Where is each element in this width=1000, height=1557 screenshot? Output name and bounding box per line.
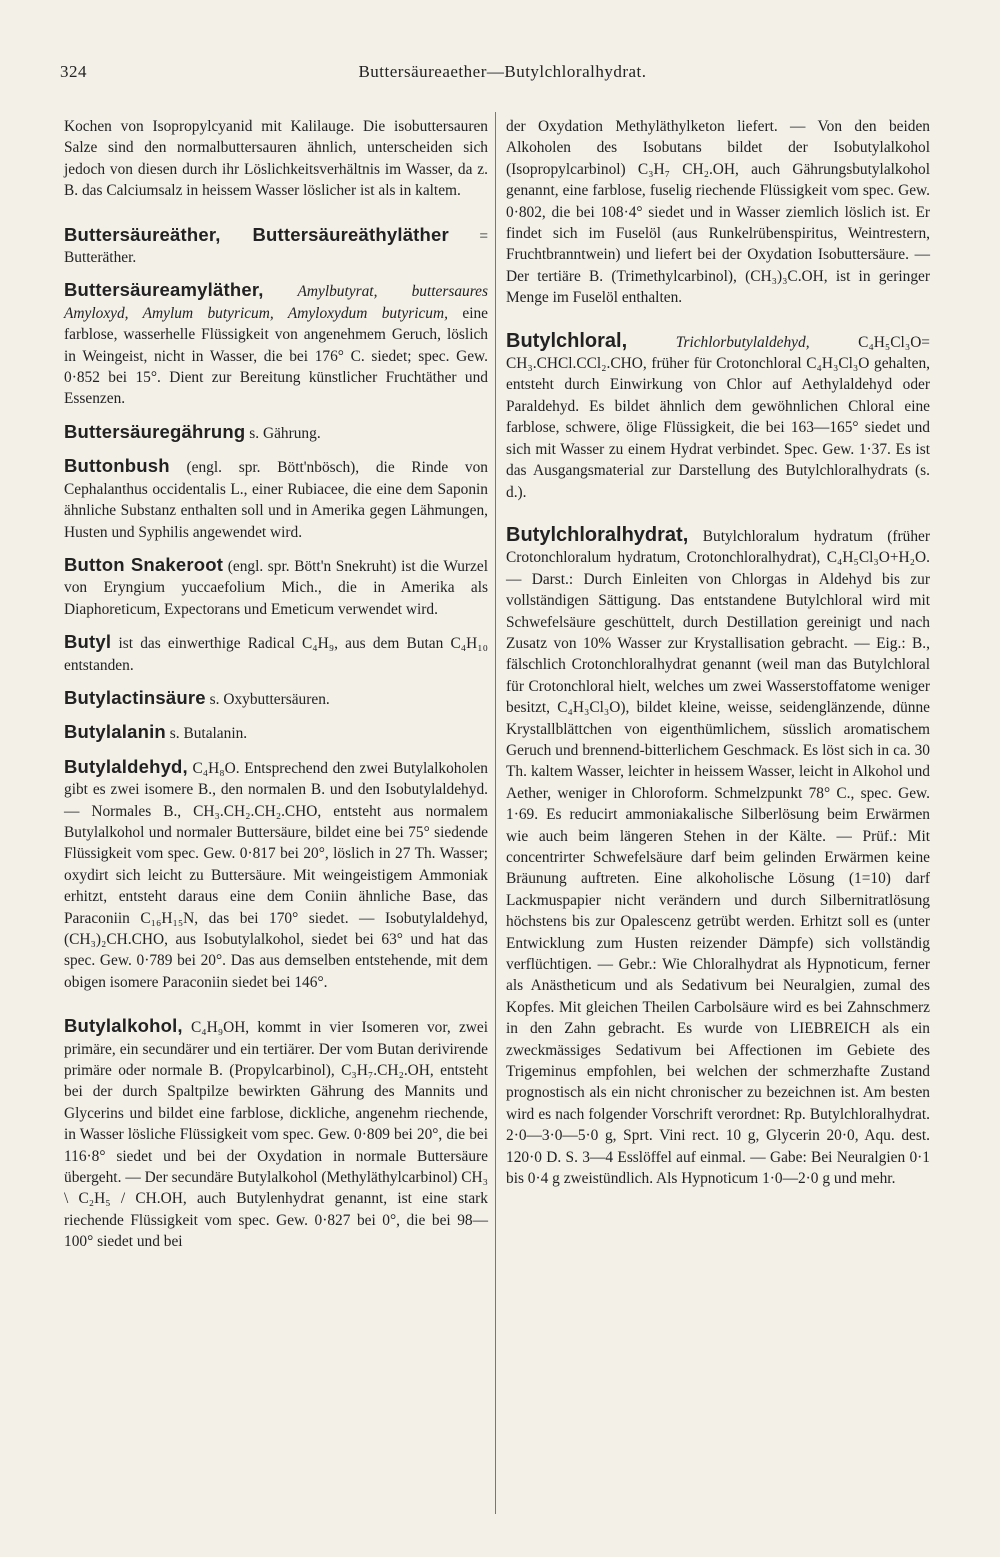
entry-butyl [64,631,488,676]
entry-text: C₄H₈O. Entsprechend den zwei Butylalkoholen gibt es zwei isomere B., den normalen B. und den Isobutylaldehyd. — Normales B., CH₃.CH₂.CH₂.CHO, entsteht aus normalem Butylalkohol und normaler Buttersäure, bildet eine bei 75° siedende Flüssigkeit vom spec. Gew. 0·817 bei 20°, löslich in 27 Th. Wasser; oxydirt sich leicht zu Buttersäure. Mit weingeistigem Ammoniak erhitzt, entsteht daraus eine dem Coniin ähnliche Base, das Paraconiin C₁₆H₁₅N, das bei 170° siedet. — Isobutylaldehyd, (CH₃)₂CH.CHO, aus Isobutylalkohol, siedet bei 63° und hat das spec. Gew. 0·789 bei 20°. Das aus demselben entstehende, mit dem obigen isomere Paraconiin siedet bei 146°. [64,759,488,991]
entry-butylalkohol [64,1015,488,1252]
entry-butylalanin [64,721,488,744]
right-column [506,116,930,1190]
entry-headword: Buttersäureäther, Buttersäureäthyläther [64,223,449,245]
entry-text: C₄H₉OH, kommt in vier Isomeren vor, zwei primäre, ein secundärer und ein tertiärer. Der vom Butan derivirende primäre oder normale B. (Propylcarbinol), C₃H₇.CH₂.OH, entsteht bei der durch Spaltpilze bewirkten Gährung des Mannits und Glycerins und bildet eine farblose, dickliche, angenehm riechende, in Wasser lösliche Flüssigkeit vom spec. Gew. 0·809 bei 20°, die bei 116·8° siedet und bei der Oxydation in normale Buttersäure übergeht. — Der secundäre Butylalkohol (Methyläthylcarbinol) CH₃ \ C₂H₅ / CH.OH, auch Butylenhydrat genannt, ist eine stark riechende Flüssigkeit vom spec. Gew. 0·827 bei 0°, die bei 98—100° siedet und bei [64,1019,488,1251]
entry-headword: Butylalkohol, [64,1015,183,1037]
continuation-paragraph: der Oxydation Methyläthylketon liefert. — Von den beiden Alkoholen des Isobutans bildet der Isobutylalkohol (Isopropylcarbinol) C₃H₇ CH₂.OH, auch Gährungsbutylalkohol genannt, eine farblose, fuselig riechende Flüssigkeit vom spec. Gew. 0·802, die bei 108·4° siedet und in Wasser ziemlich löslich ist. Er findet sich im Fuselöl (aus Runkelrübenspiritus, Weintrestern, Fruchtbranntwein) und liefert bei der Oxydation Isobuttersäure. — Der tertiäre B. (Trimethylcarbinol), (CH₃)₃C.OH, ist in geringer Menge im Fuselöl enthalten. [506,118,930,307]
entry-synonyms: Amylbutyrat, buttersaures Amyloxyd, Amylum butyricum, Amyloxydum butyricum, [64,283,488,322]
entry-text: (engl. spr. Bött'nbösch), die Rinde von Cephalanthus occidentalis L., einer Rubiacee, die eine dem Saponin ähnliche Substanz enthalten soll und in Amerika gegen Lähmungen, Husten und Syphilis angewendet wird. [64,459,488,541]
entry-butylchloral [506,331,930,503]
entry-text: (engl. spr. Bött'n Snekruht) ist die Wurzel von Eryngium yuccaefolium Mich., die in Amerika als Diaphoreticum, Expectorans und Emeticum verwendet wird. [64,557,488,618]
entry-buttersaeureamylaether [64,279,488,409]
entry-text: s. Gährung. [245,424,321,442]
entry-buttersaeuregaehrung [64,421,488,444]
entry-headword: Button Snakeroot [64,553,224,575]
continuation-paragraph: Kochen von Isopropylcyanid mit Kalilauge. Die isobuttersauren Salze sind den normalbuttersauren ähnlich, unterscheiden sich jedoch von diesen durch ihr Löslichkeitsverhältnis im Wasser, da z. B. das Calciumsalz in heissem Wasser löslicher ist als in kaltem. [64,118,488,200]
entry-buttersaeureaether [64,224,488,269]
entry-text: Butylchloralum hydratum (früher Crotonchloralum hydratum, Crotonchloralhydrat), C₄H₅Cl₃O+H₂O. — Darst.: Durch Einleiten von Chlorgas in Aldehyd bis zur vollständigen Sättigung. Das entstandene Butylchloral wird mit Schwefelsäure geschüttelt, durch Destillation gereinigt und nach Zusatz von 10% Wasser zur Krystallisation gebracht. — Eig.: B., fälschlich Crotonchloralhydrat genannt (weil man das Butylchloral für Crotonchloral hielt, welches um zwei Wasserstoffatome weniger besitzt, C₄H₃Cl₃O), bildet kleine, weisse, seidenglänzende, dünne Krystallblättchen von eigenthümlichem, süsslich aromatischem Geruch und brennend-bitterlichem Geschmack. Es löst sich in ca. 30 Th. kaltem Wasser, leichter in heissem Wasser, leicht in Alkohol und Aether, weniger in Chloroform. Schmelzpunkt 78° C., spec. Gew. 1·69. Es reducirt ammoniakalische Silberlösung beim Erwärmen wie auch beim längeren Stehen in der Kälte. — Prüf.: Mit concentrirter Schwefelsäure darf beim gelinden Erwärmen keine Bräunung auftreten. Eine alkoholische Lösung (1=10) darf Lackmuspapier nicht verändern und durch Silbernitratlösung höchstens bis zur Opalescenz getrübt werden. Erhitzt soll es (unter Entwicklung zum Husten reizender Dämpfe) sich vollständig verflüchtigen. — Gebr.: Wie Chloralhydrat als Hypnoticum, ferner als Anästheticum und als Sedativum bei Neuralgien, zumal des Kopfes. Mit gleichen Theilen Carbolsäure wird es bei Zahnschmerz in den Zahn gebracht. Es wurde von LIEBREICH als ein zweckmässiges Sedativum bei Affectionen im Gebiete des Trigeminus empfohlen, bei welchen der schmerzhafte Zustand prognostisch als ein nicht chronischer zu bezeichnen ist. Am besten wird es nach folgender Vorschrift verordnet: Rp. Butylchloralhydrat. 2·0—3·0—5·0 g, Sprt. Vini rect. 10 g, Glycerin 20·0, Aqu. dest. 120·0 D. S. 3—4 Esslöffel auf einmal. — Gabe: Bei Neuralgien 0·1 bis 0·4 g zweistündlich. Als Hypnoticum 1·0—2·0 g und mehr. [506,527,930,1188]
entry-text: s. Oxybuttersäuren. [205,690,330,708]
entry-headword: Butylactinsäure [64,686,206,708]
entry-text: = Butteräther. [64,227,489,267]
entry-text: C₄H₅Cl₃O= CH₃.CHCl.CCl₂.CHO, früher für Crotonchloral C₄H₃Cl₃O gehalten, entsteht durch Einwirkung von Chlor auf Aethylaldehyd oder Paraldehyd. Es bildet ähnlich dem gewöhnlichen Chloral eine farblose, schwere, ölige Flüssigkeit, die bei 163—165° siedet und sich mit Wasser zu einem Hydrat verbindet. Spec. Gew. 1·37. Es ist das Ausgangsmaterial zur Darstellung des Butylchloralhydrats (s. d.). [506,333,930,501]
entry-headword: Butyl [64,631,112,653]
entry-buttonbush [64,455,488,543]
entry-butylchloralhydrat [506,525,930,1190]
entry-headword: Butylchloral, [506,329,628,352]
entry-butylaldehyd [64,756,488,993]
left-column [64,116,488,1253]
entry-headword: Buttersäureamyläther, [64,279,264,301]
running-title: Buttersäureaether—Butylchloralhydrat. [358,62,647,81]
entry-text: s. Butalanin. [165,725,248,743]
entry-headword: Buttonbush [64,455,170,477]
entry-synonym: Trichlorbutylaldehyd, [627,333,810,351]
entry-headword: Buttersäuregährung [64,420,246,442]
page-number: 324 [60,62,87,81]
entry-headword: Butylchloralhydrat, [506,523,689,546]
entry-headword: Butylalanin [64,721,166,743]
page-header [60,62,945,86]
entry-button-snakeroot [64,554,488,620]
entry-butylactinsaeure [64,687,488,710]
entry-text: eine farblose, wasserhelle Flüssigkeit von angenehmem Geruch, löslich in Weingeist, nicht in Wasser, die bei 176° C. siedet; spec. Gew. 0·852 bei 15°. Dient zur Bereitung künstlicher Fruchtäther und Essenzen. [64,304,488,408]
column-divider [495,112,496,1514]
entry-headword: Butylaldehyd, [64,755,188,777]
entry-text: ist das einwerthige Radical C₄H₉, aus dem Butan C₄H₁₀ entstanden. [64,635,488,674]
